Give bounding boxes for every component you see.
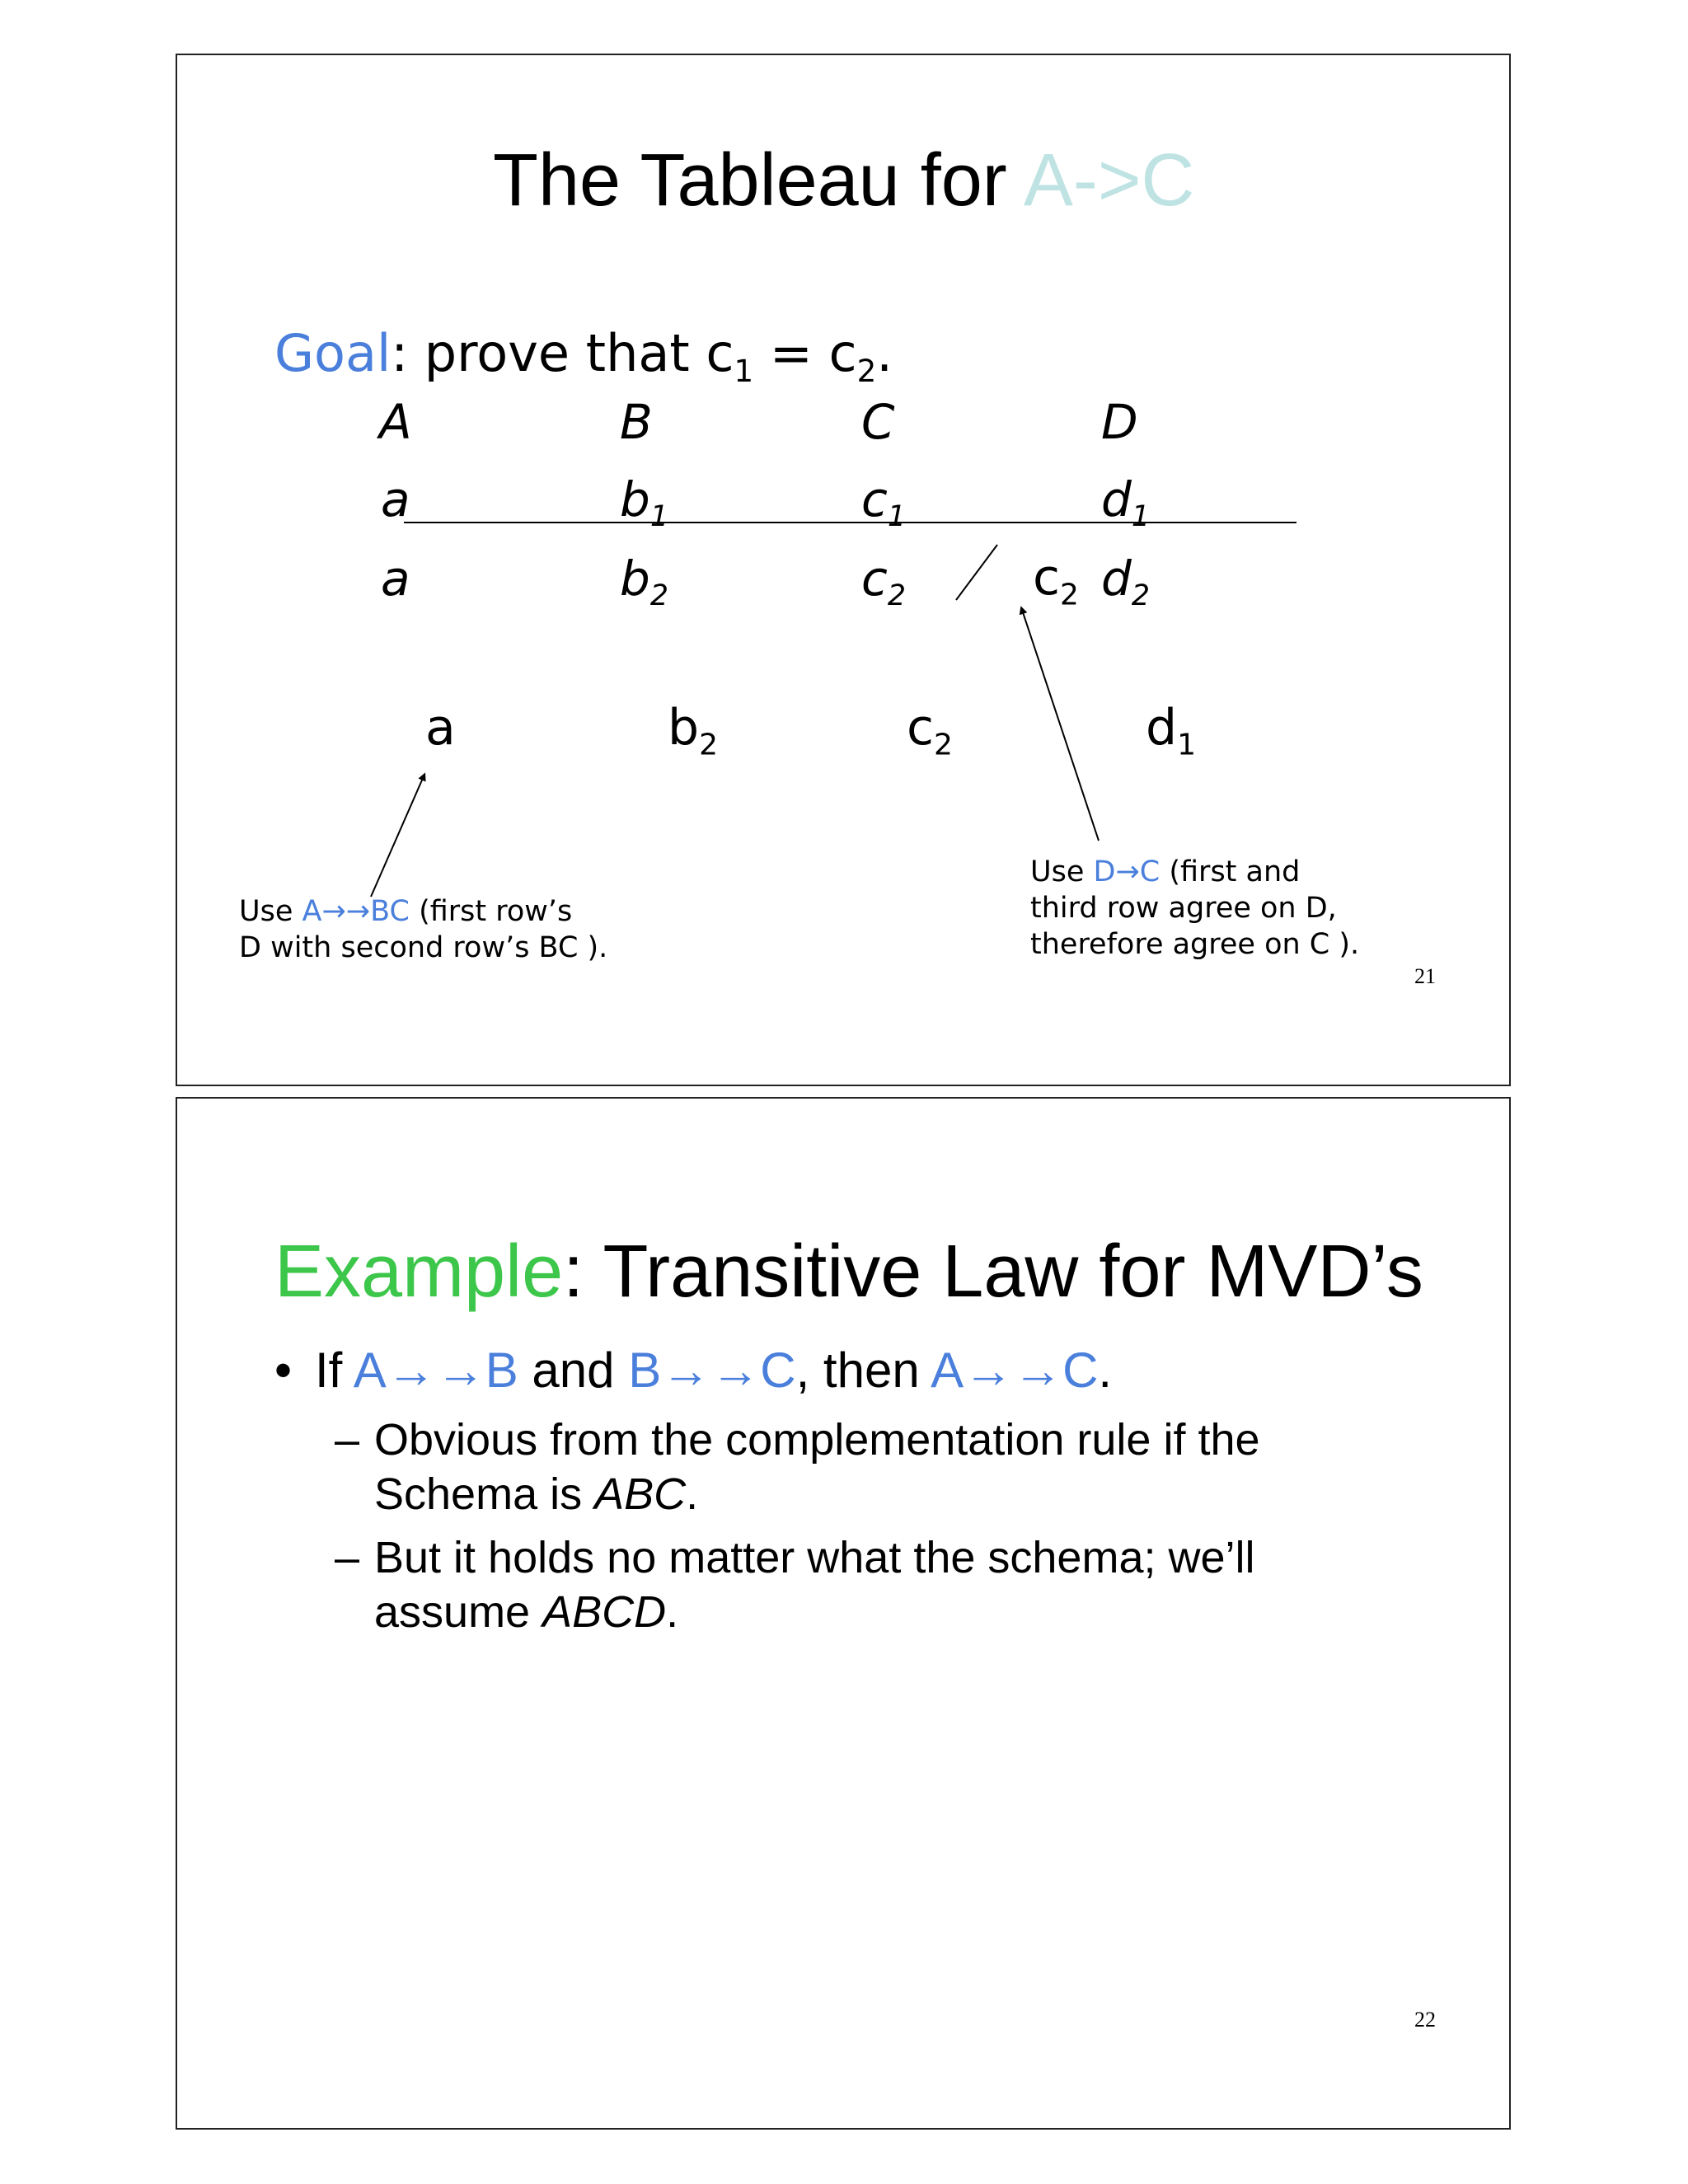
row3-a: a xyxy=(425,699,456,757)
arrow-right xyxy=(1022,610,1099,841)
col-header-b: B xyxy=(620,394,653,450)
row3-c: $c_2$ xyxy=(907,699,953,762)
sub-bullet-2: But it holds no matter what the schema; we’ll assume ABCD. xyxy=(374,1533,1255,1637)
col-header-d: D xyxy=(1101,394,1138,450)
arrow-left xyxy=(371,776,424,897)
row3-b: $b_2$ xyxy=(668,699,718,762)
strike-slash xyxy=(956,545,997,600)
slide21-page-number: 21 xyxy=(1414,964,1436,988)
row1-a: a xyxy=(381,471,410,527)
title-fd: A->C xyxy=(1023,139,1195,222)
sub-bullet-1: Obvious from the complementation rule if the Schema is ABC. xyxy=(374,1415,1260,1519)
row3-d: $d_1$ xyxy=(1146,699,1196,762)
goal-word: Goal xyxy=(274,323,392,383)
slide22-title: Example: Transitive Law for MVD’s xyxy=(274,1230,1423,1313)
row2-b: $b_2$ xyxy=(620,551,668,613)
slide22-page-number: 22 xyxy=(1414,2008,1436,2032)
sub-bullet-2-dash: – xyxy=(335,1533,360,1582)
bullet-transitive: • If A→→B and B→→C, then A→→C. xyxy=(274,1343,1113,1398)
goal-line: Goal: prove that $c_1 = c_2$. xyxy=(274,323,893,390)
row1-d: $d_1$ xyxy=(1101,471,1150,534)
row2-c: $c_2$ xyxy=(861,551,907,613)
row2-a: a xyxy=(381,551,410,607)
slide21-title: The Tableau for A->C xyxy=(493,139,1195,222)
sub-bullet-1-dash: – xyxy=(335,1415,360,1465)
col-header-c: C xyxy=(861,394,895,450)
note-left: Use A→→BC (first row’s D with second row’s BC ). xyxy=(239,895,608,964)
title-example-word: Example xyxy=(274,1230,564,1313)
note-right: Use D→C (first and third row agree on D, therefore agree on C ). xyxy=(1030,855,1360,961)
row2-c-replacement: $c_2$ xyxy=(1033,549,1079,612)
row2-d: $d_2$ xyxy=(1101,551,1150,613)
row1-c: $c_1$ xyxy=(861,471,907,534)
row1-b: $b_1$ xyxy=(620,471,668,534)
col-header-a: A xyxy=(379,394,412,450)
